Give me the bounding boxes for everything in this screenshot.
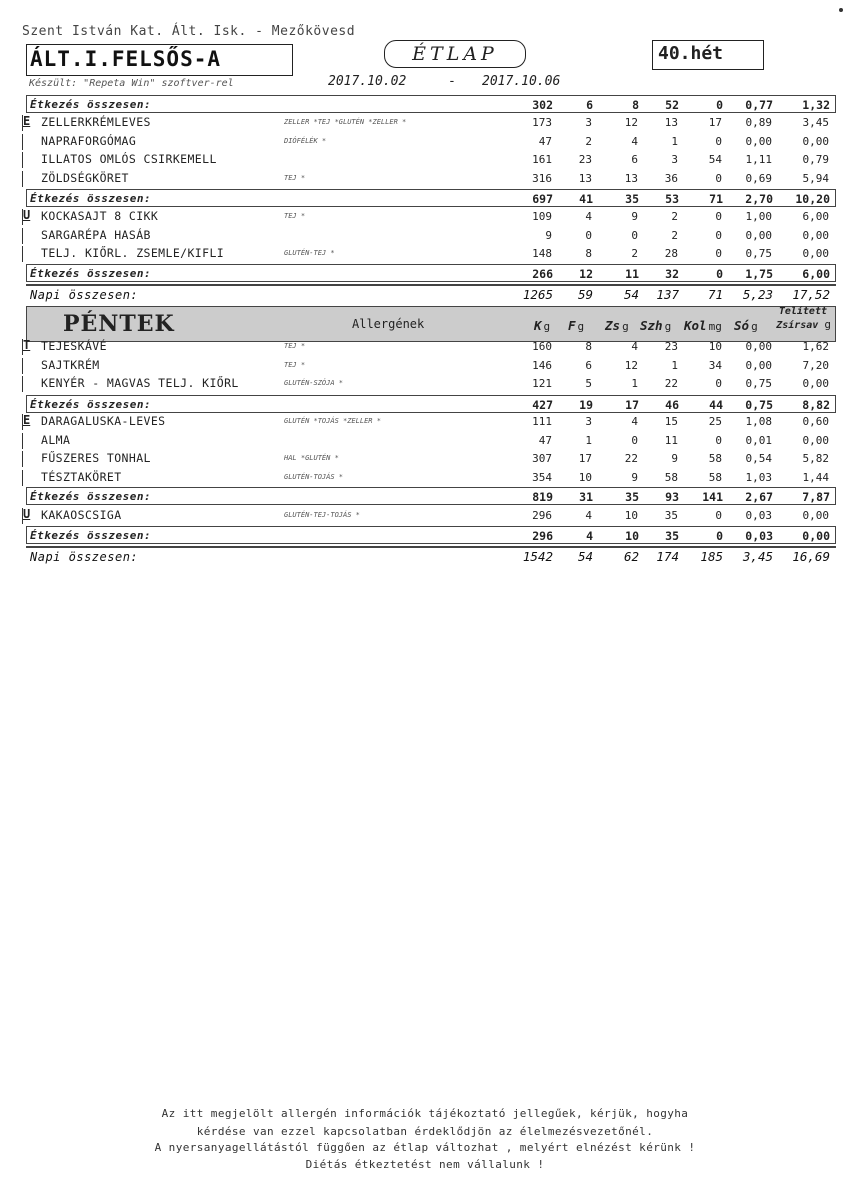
footer-note-3: A nyersanyagellátástól függően az étlap változhat , melyért elnézést kérünk !	[154, 1141, 696, 1154]
value-cell: 0,77	[745, 98, 773, 112]
row-bar	[22, 433, 23, 449]
value-cell: 35	[665, 529, 679, 543]
menu-title: ÁLT.I.FELSŐS-A	[30, 47, 222, 71]
value-cell: 1,44	[802, 470, 829, 484]
date-separator: -	[448, 74, 456, 89]
menu-item-row	[23, 413, 836, 431]
value-cell: 11	[625, 267, 639, 281]
value-cell: 15	[664, 415, 678, 428]
nutrition-values	[27, 549, 837, 563]
value-cell: 13	[578, 171, 592, 185]
value-cell: 161	[532, 153, 552, 166]
value-cell: 2	[631, 247, 638, 260]
value-cell: 1,00	[745, 210, 772, 223]
nutrition-values	[26, 509, 836, 523]
value-cell: 3	[585, 415, 592, 428]
value-cell: 4	[585, 509, 592, 522]
menu-item-row	[26, 151, 836, 169]
value-cell: 185	[700, 549, 723, 564]
menu-item-row	[26, 450, 836, 468]
value-cell: 58	[708, 452, 722, 465]
food-name: TÉSZTAKÖRET	[41, 469, 122, 484]
nutrition-values	[26, 247, 836, 261]
allergens: TEJ *	[284, 342, 306, 350]
value-cell: 0,00	[802, 433, 829, 447]
value-cell: 35	[664, 509, 678, 522]
meal-total-row	[26, 526, 836, 544]
allergens: TEJ *	[284, 212, 306, 220]
menu-item-row	[23, 507, 836, 525]
value-cell: 28	[664, 247, 678, 260]
day-header-row	[26, 306, 836, 342]
value-cell: 13	[624, 171, 638, 185]
meal-total-row	[26, 487, 836, 505]
value-cell: 47	[538, 134, 552, 148]
value-cell: 17	[708, 116, 722, 129]
column-header: K g	[534, 318, 551, 333]
value-cell: 819	[532, 490, 553, 504]
value-cell: 71	[709, 192, 723, 206]
value-cell: 5,94	[802, 171, 829, 185]
allergens-header: Allergének	[352, 317, 425, 331]
value-cell: 5,82	[802, 452, 829, 465]
value-cell: 2	[585, 134, 592, 148]
saturated-header-line1: Telített	[778, 306, 827, 317]
nutrition-values	[26, 135, 836, 149]
value-cell: 52	[665, 98, 679, 112]
week-box	[652, 40, 764, 70]
nutrition-values	[26, 377, 836, 391]
row-bar	[22, 358, 23, 374]
value-cell: 6,00	[802, 267, 830, 281]
value-cell: 41	[579, 192, 593, 206]
value-cell: 54	[577, 549, 593, 564]
value-cell: 0,00	[802, 134, 829, 148]
row-bar	[22, 470, 23, 486]
day-name: PÉNTEK	[63, 311, 175, 337]
nutrition-values	[26, 415, 836, 429]
value-cell: 6	[586, 98, 593, 112]
value-cell: 307	[532, 452, 552, 465]
meal-total-row	[26, 395, 836, 413]
value-cell: 16,69	[792, 549, 830, 564]
week-number: 40.hét	[658, 43, 724, 64]
row-bar	[22, 152, 23, 168]
total-label: Étkezés összesen:	[30, 529, 152, 542]
meal-total-row	[26, 189, 836, 207]
allergens: TEJ *	[284, 360, 306, 369]
value-cell: 0,79	[802, 153, 829, 166]
food-name: SAJTKRÉM	[41, 357, 100, 372]
value-cell: 11	[664, 433, 678, 447]
value-cell: 9	[671, 452, 678, 465]
nutrition-values	[27, 398, 837, 412]
food-name: KOCKASAJT 8 CIKK	[41, 209, 159, 223]
allergens: GLUTÉN-TEJ *	[284, 249, 335, 257]
value-cell: 4	[631, 340, 638, 353]
menu-item-row	[26, 245, 836, 263]
value-cell: 12	[624, 116, 638, 129]
value-cell: 10	[624, 509, 638, 522]
value-cell: 4	[631, 134, 638, 148]
nutrition-values	[26, 471, 836, 485]
nutrition-values	[26, 210, 836, 224]
value-cell: 9	[631, 210, 638, 223]
food-name: TEJESKÁVÉ	[41, 339, 107, 353]
value-cell: 9	[545, 228, 552, 242]
menu-item-row	[23, 114, 836, 132]
value-cell: 8	[585, 340, 592, 353]
value-cell: 7,87	[802, 490, 830, 504]
value-cell: 0	[715, 433, 722, 447]
column-header: Só g	[734, 318, 758, 333]
value-cell: 0	[716, 98, 723, 112]
value-cell: 31	[579, 490, 593, 504]
corner-mark	[839, 8, 843, 12]
value-cell: 13	[664, 116, 678, 129]
value-cell: 1542	[522, 549, 553, 564]
food-name: TELJ. KIŐRL. ZSEMLE/KIFLI	[41, 246, 225, 260]
allergens: ZELLER *TEJ *GLUTÉN *ZELLER *	[284, 118, 407, 126]
value-cell: 12	[624, 358, 638, 372]
value-cell: 23	[578, 153, 592, 166]
saturated-header-line2: Zsírsav g	[776, 318, 831, 331]
value-cell: 1,75	[745, 267, 773, 281]
meal-total-row	[26, 264, 836, 282]
value-cell: 354	[532, 470, 552, 484]
value-cell: 58	[664, 470, 678, 484]
value-cell: 23	[664, 340, 678, 353]
school-name: Szent István Kat. Ált. Isk. - Mezőkövesd	[22, 24, 356, 39]
value-cell: 10,20	[795, 192, 830, 206]
value-cell: 0	[715, 171, 722, 185]
value-cell: 8	[585, 247, 592, 260]
food-name: NAPRAFORGÓMAG	[41, 133, 137, 148]
nutrition-values	[26, 229, 836, 243]
value-cell: 137	[656, 287, 679, 302]
value-cell: 62	[623, 549, 639, 564]
value-cell: 121	[532, 377, 552, 390]
value-cell: 93	[665, 490, 679, 504]
menu-item-row	[26, 357, 836, 375]
row-bar	[22, 376, 23, 392]
value-cell: 0	[715, 247, 722, 260]
value-cell: 5	[585, 377, 592, 390]
daily-total-label: Napi összesen:	[30, 288, 139, 302]
menu-item-row	[23, 338, 836, 356]
value-cell: 266	[532, 267, 553, 281]
value-cell: 0,75	[745, 377, 772, 390]
value-cell: 54	[623, 287, 639, 302]
value-cell: 1,62	[802, 340, 829, 353]
value-cell: 0,60	[802, 415, 829, 428]
food-name: DARAGALUSKA-LEVES	[41, 414, 166, 428]
value-cell: 19	[579, 398, 593, 412]
footer-note-1: Az itt megjelölt allergén információk tájékoztató jellegűek, kérjük, hogyha	[161, 1107, 689, 1120]
column-header: F g	[568, 318, 585, 333]
menu-title-box	[26, 44, 293, 76]
value-cell: 35	[625, 192, 639, 206]
value-cell: 59	[577, 287, 593, 302]
row-bar	[22, 171, 23, 187]
value-cell: 697	[532, 192, 553, 206]
value-cell: 0,54	[745, 452, 772, 465]
daily-total-label: Napi összesen:	[30, 550, 139, 564]
value-cell: 3	[671, 153, 678, 166]
allergens: HAL *GLUTÉN *	[284, 454, 339, 462]
total-label: Étkezés összesen:	[30, 98, 152, 111]
column-header: Zs g	[605, 318, 629, 333]
value-cell: 0,00	[802, 377, 829, 390]
footer-note-2: kérdése van ezzel kapcsolatban érdeklődjön az élelmezésvezetőnél.	[196, 1125, 654, 1138]
food-name: SARGARÉPA HASÁB	[41, 227, 151, 242]
value-cell: 25	[708, 415, 722, 428]
date-from: 2017.10.02	[328, 74, 407, 89]
value-cell: 17	[578, 452, 592, 465]
value-cell: 1,08	[745, 415, 772, 428]
food-name: KENYÉR - MAGVAS TELJ. KIŐRL	[41, 376, 239, 390]
value-cell: 4	[631, 415, 638, 428]
value-cell: 53	[665, 192, 679, 206]
value-cell: 0	[631, 433, 638, 447]
value-cell: 1	[585, 433, 592, 447]
value-cell: 17	[625, 398, 639, 412]
value-cell: 0	[715, 210, 722, 223]
value-cell: 173	[532, 116, 552, 129]
etlap-label: ÉTLAP	[384, 40, 526, 68]
allergens: GLUTÉN-TOJÁS *	[284, 472, 344, 481]
food-name: KAKAOSCSIGA	[41, 508, 122, 522]
value-cell: 58	[708, 470, 722, 484]
nutrition-values	[26, 153, 836, 167]
value-cell: 17,52	[792, 287, 830, 302]
value-cell: 10	[578, 470, 592, 484]
value-cell: 174	[656, 549, 679, 564]
value-cell: 36	[664, 171, 678, 185]
value-cell: 46	[665, 398, 679, 412]
value-cell: 3	[585, 116, 592, 129]
value-cell: 54	[708, 153, 722, 166]
total-label: Étkezés összesen:	[30, 398, 152, 411]
nutrition-values	[27, 267, 837, 281]
value-cell: 1265	[522, 287, 553, 302]
meal-code: U	[23, 507, 31, 521]
value-cell: 0	[631, 228, 638, 242]
value-cell: 22	[624, 452, 638, 465]
value-cell: 148	[532, 247, 552, 260]
nutrition-values	[27, 98, 837, 112]
value-cell: 2	[671, 210, 678, 223]
value-cell: 0,89	[745, 116, 772, 129]
value-cell: 22	[664, 377, 678, 390]
value-cell: 2	[671, 228, 678, 242]
value-cell: 0,03	[745, 529, 773, 543]
value-cell: 0,00	[745, 134, 772, 148]
menu-item-row	[26, 227, 836, 245]
value-cell: 1	[631, 377, 638, 390]
value-cell: 3,45	[742, 549, 773, 564]
food-name: ILLATOS OMLÓS CSIRKEMELL	[41, 152, 217, 166]
value-cell: 0,00	[745, 228, 772, 242]
value-cell: 34	[708, 358, 722, 372]
allergens: GLUTÉN-SZÓJA *	[284, 379, 344, 387]
nutrition-values	[26, 359, 836, 373]
menu-item-row	[23, 208, 836, 226]
column-header: Szh g	[640, 318, 672, 333]
value-cell: 47	[538, 433, 552, 447]
nutrition-values	[27, 287, 837, 301]
value-cell: 1	[671, 134, 678, 148]
value-cell: 296	[532, 509, 552, 522]
nutrition-values	[26, 172, 836, 186]
allergens: GLUTÉN-TEJ-TOJÁS *	[284, 511, 360, 519]
menu-item-row	[26, 170, 836, 188]
nutrition-values	[27, 192, 837, 206]
value-cell: 0,75	[745, 247, 772, 260]
value-cell: 8,82	[802, 398, 830, 412]
value-cell: 0	[716, 267, 723, 281]
nutrition-values	[26, 434, 836, 448]
nutrition-values	[26, 452, 836, 466]
value-cell: 10	[625, 529, 639, 543]
value-cell: 44	[709, 398, 723, 412]
footer-note-4: Diétás étkeztetést nem vállalunk !	[305, 1158, 545, 1171]
value-cell: 8	[632, 98, 639, 112]
value-cell: 0	[715, 509, 722, 522]
value-cell: 6	[631, 153, 638, 166]
allergens: DIÓFÉLÉK *	[284, 136, 327, 145]
value-cell: 10	[708, 340, 722, 353]
value-cell: 141	[702, 490, 723, 504]
food-name: ZÖLDSÉGKÖRET	[41, 170, 129, 185]
menu-item-row	[26, 432, 836, 450]
date-to: 2017.10.06	[482, 74, 561, 89]
value-cell: 2,67	[745, 490, 773, 504]
value-cell: 4	[585, 210, 592, 223]
value-cell: 0,00	[802, 247, 829, 260]
value-cell: 0	[716, 529, 723, 543]
daily-total-row	[26, 546, 836, 564]
meal-code: E	[23, 413, 31, 427]
nutrition-values	[26, 116, 836, 130]
total-label: Étkezés összesen:	[30, 490, 152, 503]
value-cell: 160	[532, 340, 552, 353]
value-cell: 12	[579, 267, 593, 281]
generated-by: Készült: "Repeta Win" szoftver-rel	[29, 78, 234, 89]
value-cell: 0,00	[802, 228, 829, 242]
meal-code: T	[23, 338, 31, 352]
meal-total-row	[26, 95, 836, 113]
value-cell: 0	[585, 228, 592, 242]
menu-item-row	[26, 469, 836, 487]
value-cell: 0	[715, 228, 722, 242]
value-cell: 32	[665, 267, 679, 281]
value-cell: 427	[532, 398, 553, 412]
value-cell: 316	[532, 171, 552, 185]
nutrition-values	[26, 340, 836, 354]
value-cell: 1,32	[802, 98, 830, 112]
allergens: GLUTÉN *TOJÁS *ZELLER *	[284, 417, 381, 425]
value-cell: 6	[585, 358, 592, 372]
value-cell: 1,03	[745, 470, 772, 484]
value-cell: 0,69	[745, 171, 772, 185]
value-cell: 35	[625, 490, 639, 504]
value-cell: 0,75	[745, 398, 773, 412]
value-cell: 0,01	[745, 433, 772, 447]
value-cell: 0	[715, 134, 722, 148]
row-bar	[22, 134, 23, 150]
menu-item-row	[26, 133, 836, 151]
value-cell: 6,00	[802, 210, 829, 223]
meal-code: U	[23, 208, 31, 222]
value-cell: 1	[671, 358, 678, 372]
value-cell: 4	[586, 529, 593, 543]
value-cell: 2,70	[745, 192, 773, 206]
value-cell: 7,20	[802, 358, 829, 372]
value-cell: 0	[715, 377, 722, 390]
row-bar	[22, 451, 23, 467]
value-cell: 9	[631, 470, 638, 484]
value-cell: 71	[707, 287, 723, 302]
value-cell: 146	[532, 358, 552, 372]
value-cell: 5,23	[742, 287, 773, 302]
daily-total-row	[26, 284, 836, 302]
value-cell: 109	[532, 210, 552, 223]
value-cell: 1,11	[745, 153, 772, 166]
food-name: ZELLERKRÉMLEVES	[41, 115, 151, 129]
nutrition-values	[27, 529, 837, 543]
column-header: Kol mg	[684, 318, 722, 333]
value-cell: 0,00	[802, 509, 829, 522]
meal-code: E	[23, 114, 31, 128]
value-cell: 302	[532, 98, 553, 112]
value-cell: 111	[532, 415, 552, 428]
value-cell: 0,00	[802, 529, 830, 543]
value-cell: 0,00	[745, 340, 772, 353]
menu-item-row	[26, 375, 836, 393]
food-name: FŰSZERES TONHAL	[41, 451, 151, 465]
food-name: ALMA	[41, 432, 71, 447]
allergens: TEJ *	[284, 173, 306, 182]
value-cell: 3,45	[802, 116, 829, 129]
value-cell: 0,03	[745, 509, 772, 522]
total-label: Étkezés összesen:	[30, 192, 152, 205]
total-label: Étkezés összesen:	[30, 267, 152, 280]
value-cell: 296	[532, 529, 553, 543]
row-bar	[22, 228, 23, 244]
row-bar	[22, 246, 23, 262]
value-cell: 0,00	[745, 358, 772, 372]
nutrition-values	[27, 490, 837, 504]
